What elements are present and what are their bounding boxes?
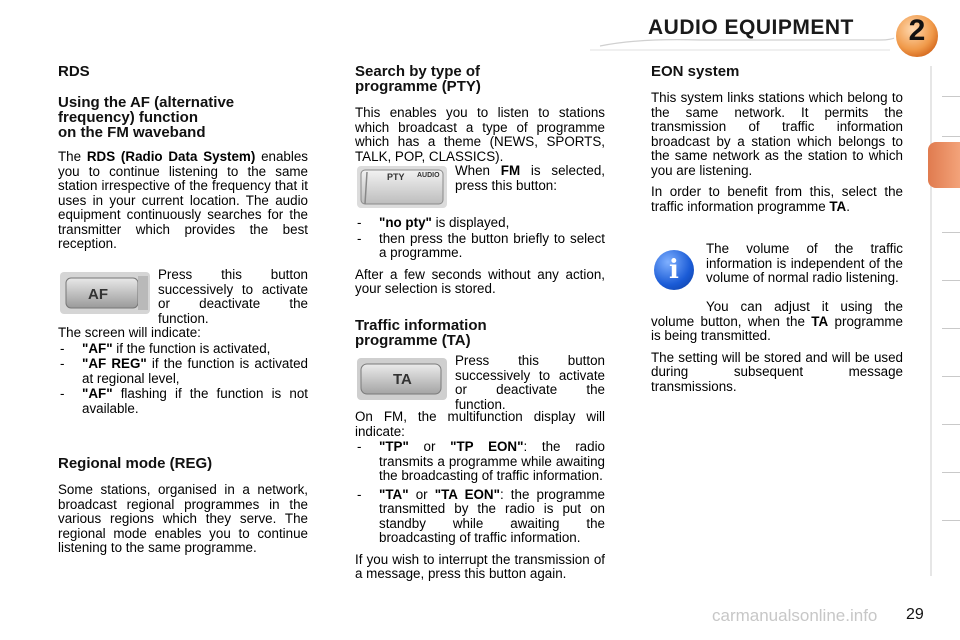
pty-when-text (455, 164, 605, 193)
ta-heading-line2: programme (TA) (355, 332, 471, 349)
tab-chapter-2[interactable] (928, 142, 960, 188)
af-heading-line1: Using the AF (alternative (58, 94, 235, 111)
pty-heading-line1: Search by type of (355, 63, 481, 80)
tab-divider (942, 328, 960, 329)
tp-bold: "TP" (379, 439, 409, 454)
info-icon-glyph: i (669, 255, 679, 285)
af-flash-item-text: flashing if the function is not available. (82, 386, 308, 416)
tab-divider (942, 520, 960, 521)
af-reg-item-text: if the function is activated at regional level, (82, 356, 308, 386)
ta-heading-line1: Traffic information (355, 317, 487, 334)
rds-intro-post: enables you to continue listening to the same station irrespective of the frequency that it uses in your current location. The audio equipment continuously searches for the transmitter which provides the best reception. (58, 149, 308, 251)
info-text-3: The setting will be stored and will be used during subsequent message transmissions. (651, 349, 903, 394)
info-text-2-pre: You can adjust it using the volume button, when the (651, 299, 903, 329)
chapter-number: 2 (908, 14, 926, 47)
tab-divider (942, 96, 960, 97)
pty-when-pre: When (455, 163, 501, 178)
tab-divider (942, 472, 960, 473)
page-number: 29 (906, 606, 924, 623)
eon-text-2-bold: TA (829, 198, 847, 214)
pty-item-text: is displayed, (431, 215, 510, 230)
ta-fm-text: On FM, the multifunction display will indicate: (355, 409, 605, 439)
info-text-2-bold: TA (811, 313, 829, 329)
ta-bold: "TA" (379, 486, 409, 502)
af-button-text: Press this button successively to activate or deactivate the function. (158, 267, 308, 326)
tab-divider (942, 376, 960, 377)
pty-heading (355, 64, 605, 94)
reg-heading: Regional mode (REG) (58, 455, 213, 472)
reg-text: Some stations, organised in a network, broadcast regional programmes in the various regions which they serve. The regional mode enables you to continue listening to the same programme. (58, 482, 308, 555)
list-item (58, 387, 308, 416)
rds-intro-pre: The (58, 149, 87, 164)
pty-steps (355, 216, 605, 304)
info-block (651, 300, 903, 401)
column-reg (58, 456, 308, 563)
af-heading-line3: on the FM waveband (58, 124, 206, 141)
pty-item-text-2: then press the button briefly to select a programme. (379, 230, 605, 260)
list-item (355, 440, 605, 484)
tp-or: or (408, 439, 451, 454)
ta-eon-bold: "TA EON" (434, 486, 500, 502)
pty-intro: This enables you to listen to stations which broadcast a type of programme which has a theme (NEWS, SPORTS, TALK, POP, CLASSICS). (355, 105, 605, 164)
watermark: carmanualsonline.info (712, 606, 878, 625)
list-item (355, 232, 605, 261)
list-item (355, 216, 605, 231)
info-text-2-post: programme is being transmitted. (651, 313, 904, 343)
eon-text-1: This system links stations which belong to the same network. It permits the transmission of traffic information broadcast by a station which belongs to the same network as the station to which you are listening. (651, 90, 903, 178)
tab-divider (942, 232, 960, 233)
af-item-bold: "AF" (82, 340, 113, 356)
af-button-label: AF (88, 286, 108, 303)
af-reg-item-bold: "AF REG" (82, 356, 147, 371)
tab-divider (942, 280, 960, 281)
list-item (58, 357, 308, 386)
tab-divider (942, 136, 960, 137)
af-heading-line2: frequency) function (58, 109, 199, 126)
rds-intro (58, 150, 308, 252)
ta-button-text: Press this button successively to activate or deactivate the function. (455, 353, 605, 412)
ta-interrupt: If you wish to interrupt the transmission of a message, press this button again. (355, 551, 605, 581)
list-item (58, 342, 308, 357)
ta-button-label: TA (393, 371, 412, 388)
eon-text-2-post: . (846, 198, 850, 214)
af-button-image (60, 272, 150, 314)
ta-button-image (357, 358, 447, 400)
screen-indicate: The screen will indicate: (58, 325, 201, 340)
ta-or: or (408, 486, 435, 502)
column-pty (355, 64, 605, 171)
ta-text: : the programme transmitted by the radio is put on standby while awaiting the broadcasting of traffic information. (379, 486, 605, 545)
audio-button-label: AUDIO (417, 172, 440, 179)
pty-list (355, 216, 605, 261)
pty-heading-line2: programme (PTY) (355, 78, 481, 95)
info-icon (654, 250, 694, 290)
pty-when-bold: FM (500, 163, 521, 178)
pty-item-bold: "no pty" (379, 215, 432, 230)
ta-indications (355, 410, 605, 589)
af-indications (58, 326, 308, 422)
ta-list (355, 440, 605, 546)
af-heading (58, 95, 308, 140)
list-item (355, 488, 605, 546)
page-title: AUDIO EQUIPMENT (648, 16, 854, 39)
eon-text-2 (651, 185, 903, 214)
pty-button-label: PTY (387, 172, 405, 182)
pty-button-image (357, 166, 447, 208)
af-item-text: if the function is activated, (112, 340, 271, 356)
tp-eon-bold: "TP EON" (450, 439, 524, 454)
eon-heading: EON system (651, 63, 740, 80)
pty-when-post: is selected, press this button: (455, 163, 605, 193)
column-eon (651, 64, 903, 221)
info-text-2 (651, 300, 903, 344)
rds-heading: RDS (58, 63, 90, 80)
info-text-1: The volume of the traffic information is independent of the volume of normal radio listening. (706, 241, 903, 285)
column-ta (355, 318, 605, 358)
column-rds (58, 64, 308, 259)
tp-text: : the radio transmits a programme while awaiting the broadcasting of traffic information. (379, 439, 605, 483)
pty-after: After a few seconds without any action, your selection is stored. (355, 266, 605, 296)
rds-intro-bold: RDS (Radio Data System) (86, 149, 256, 164)
af-list (58, 342, 308, 417)
ta-heading (355, 318, 605, 348)
af-flash-item-bold: "AF" (82, 386, 113, 401)
eon-text-2-pre: In order to benefit from this, select the traffic information programme (651, 184, 903, 214)
tab-divider (942, 424, 960, 425)
